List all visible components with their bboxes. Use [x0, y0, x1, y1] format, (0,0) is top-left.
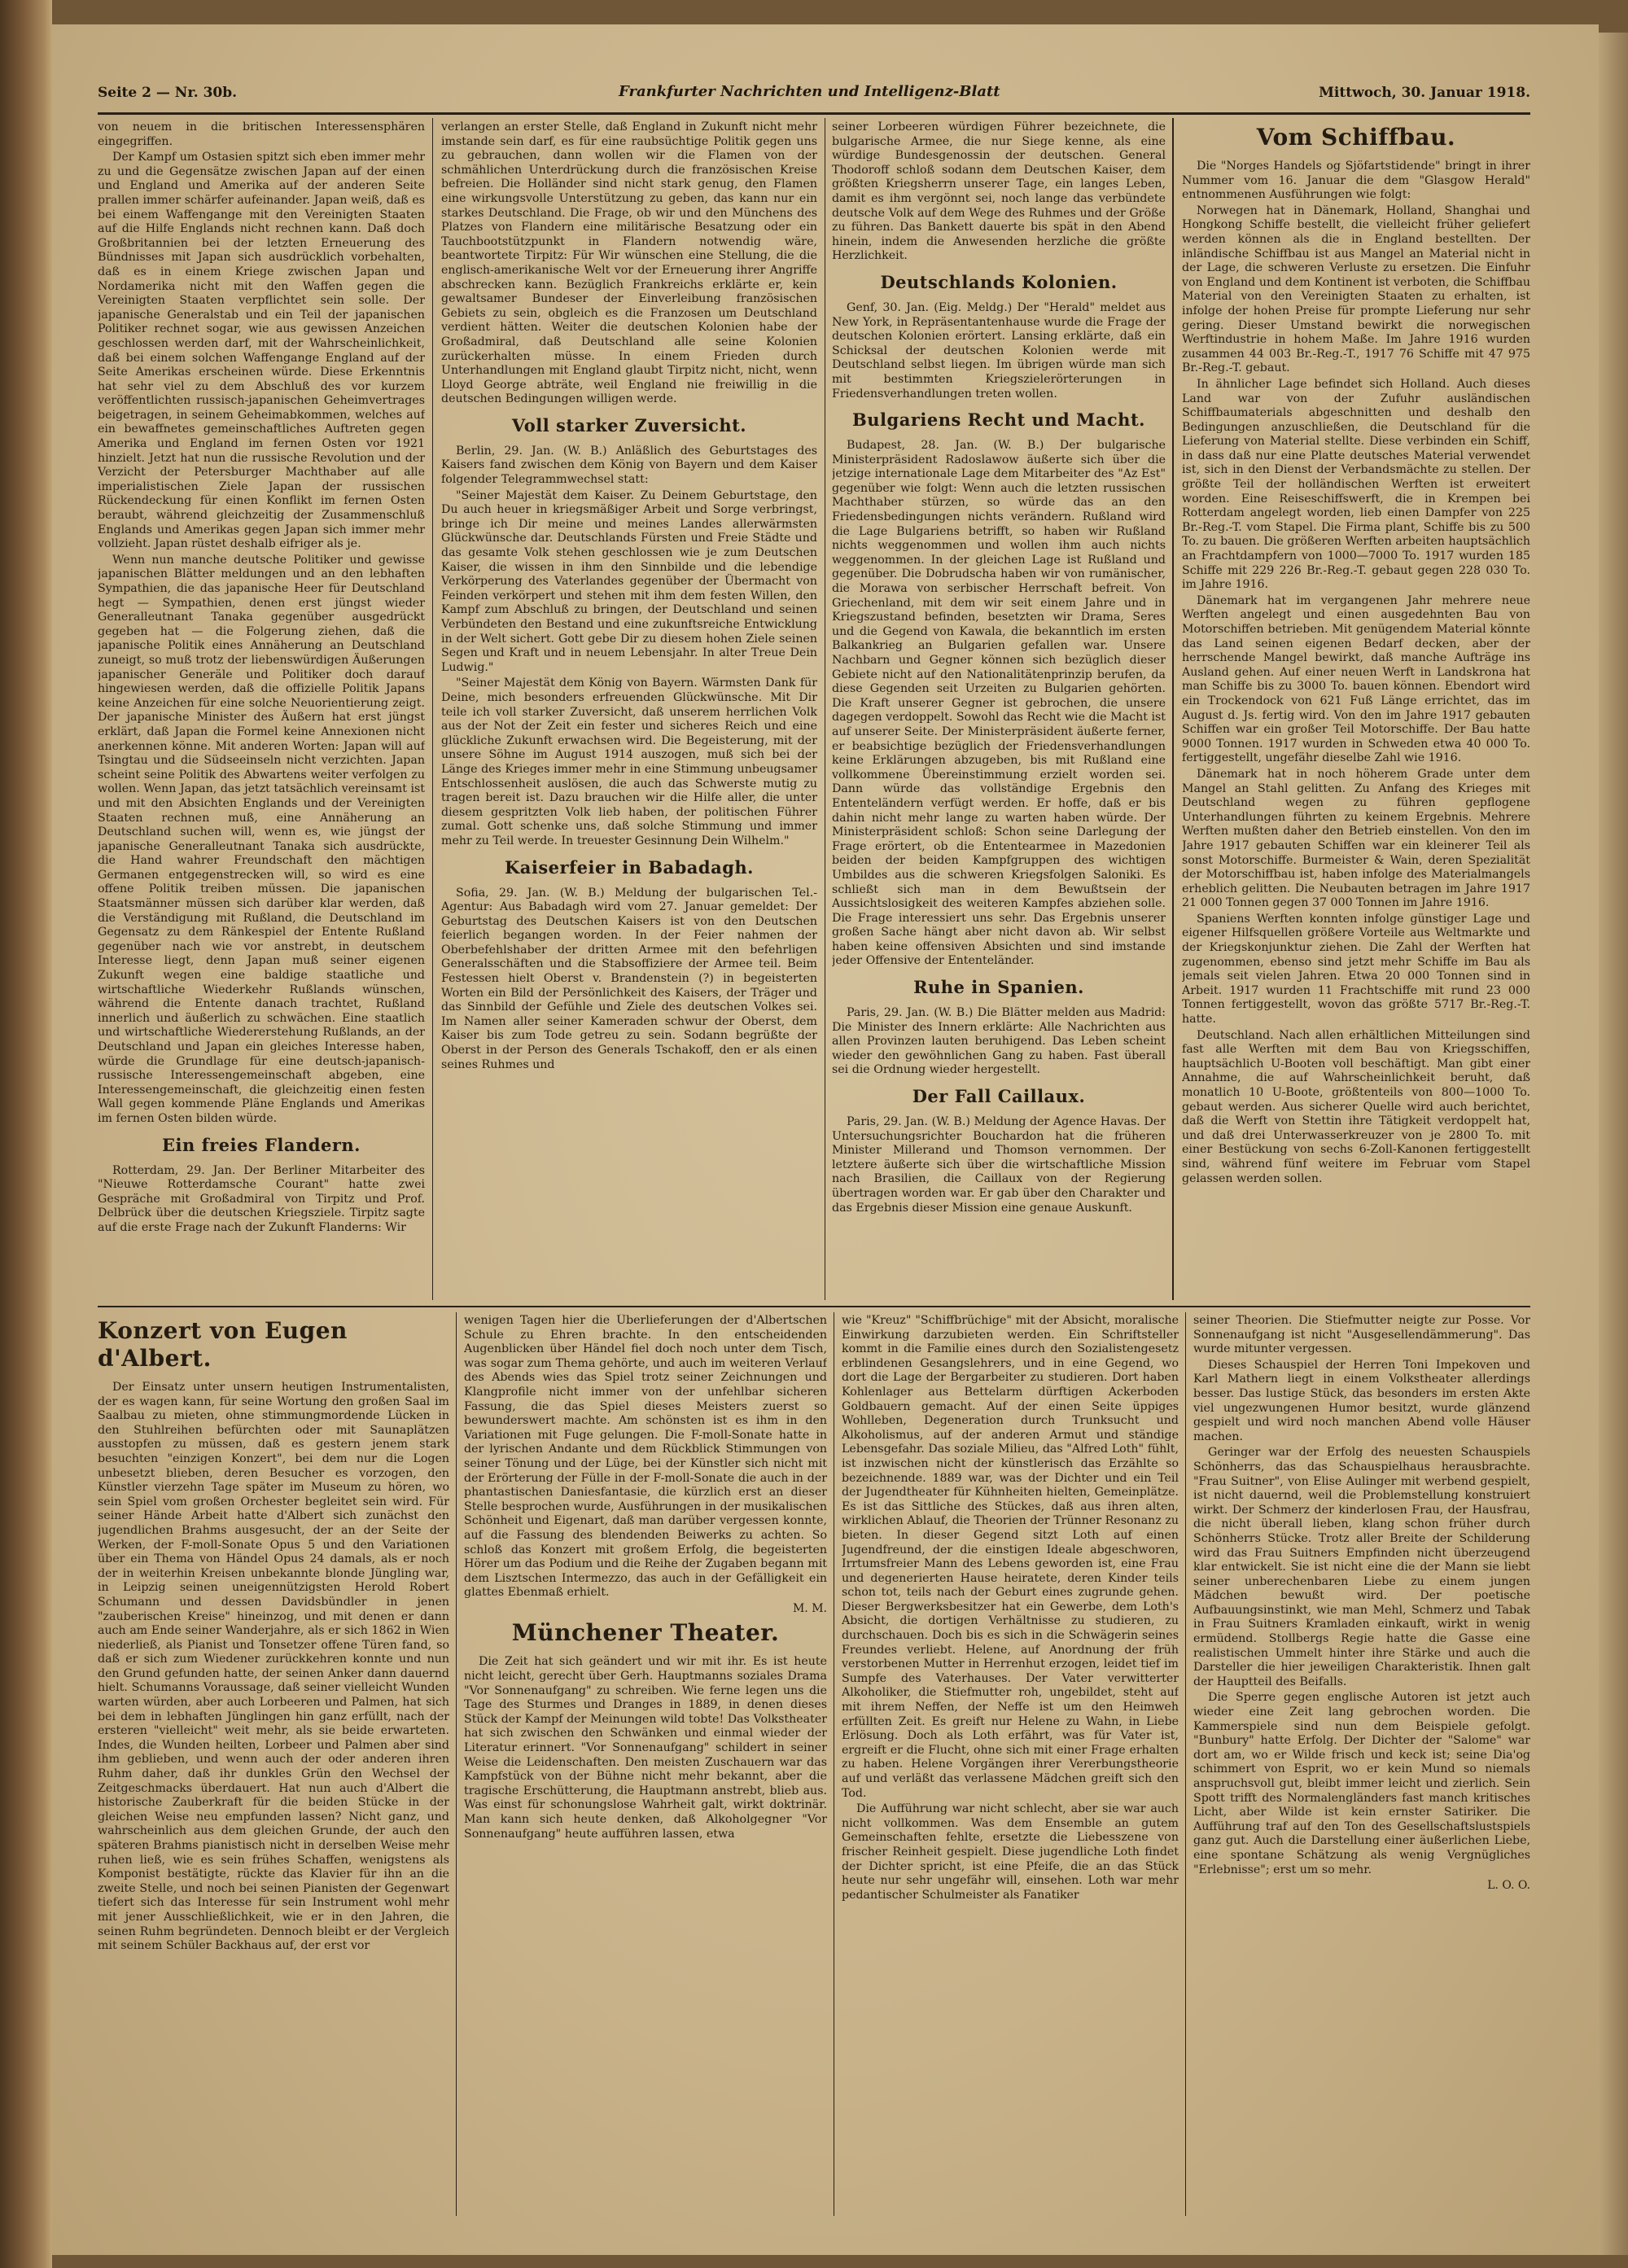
headline-babadagh: Kaiserfeier in Babadagh. — [505, 856, 754, 878]
headline-caillaux: Der Fall Caillaux. — [912, 1086, 1086, 1107]
author-signature: L. O. O. — [1487, 1879, 1530, 1893]
article-text: Berlin, 29. Jan. (W. B.) Anläßlich des Geburtstages des Kaisers fand zwischen dem König von Bayern und dem Kaiser folgender Telegrammwechsel statt: — [441, 444, 817, 487]
column-rule-3 — [1172, 118, 1174, 1300]
column-3 — [832, 120, 1166, 1299]
article-text: wie "Kreuz" "Schiffbrüchige" mit der Absicht, moralische Einwirkung darzubieten werden. Ein Schriftsteller kommt in die Familie eines durch den Sozialistengesetz erblindenen Gesangslehrers, und in eine Gegend, wo dort die Lage der Bergarbeiter zu studieren. Dort haben Kohlenlager aus Bettelarm dürftigen Ackerboden Goldbauern gemacht. Auf der einen Seite üppiges Wohlleben, Degeneration durch Trunksucht und Alkoholismus, auf der anderen Armut und ständige Lebensgefahr. Das soziale Milieu, das "Alfred Loth" fühlt, ist inzwischen nicht der künstlerisch das Erzählte so bezeichnende. 1889 war, was der Dichter und ein Teil der Jugendtheater für Kühnheiten hielten, Gemeinplätze. Es ist das Sittliche des Stückes, daß aus ihren alten, wirklichen Ablauf, die Theorien der Trünner Resonanz zu bieten. In dieser Gegend sitzt Loth auf einen Jugendfreund, der die einstigen Ideale abgeschworen, Irrtumsfreier Mann des Lebens geworden ist, eine Frau und degenerierten Hause heiratete, deren Kinder teils schon tot, teils nach der Geburt eines zugrunde gehen. Dieser Bergwerksbesitzer hat ein Gewerbe, dem Loth's Absicht, die dortigen Verhältnisse zu studieren, zu durchschauen. Doch bis es sich in die Schwägerin seines Freundes verliebt. Helene, auf Anordnung der früh verstorbenen Mutter in Herrenhut erzogen, leidet tief im Sumpfe des Vaterhauses. Der Vater verwitterter Alkoholiker, die Stiefmutter roh, ungebildet, steht auf mit ihrem Neffen, der Neffe ist um den Heimweh erfüllten Zeit. Es greift nur Helene zu Wahn, in Liebe Erlösung. Doch als Loth erfährt, was für Vater ist, ergreift er die Flucht, ohne sich mit einer Frage erhalten zu haben. Helene Vorgängen ihrer Vererbungstheorie auf und verläßt das verlassene Mädchen greift sich den Tod. — [842, 1314, 1179, 1800]
page-number: Seite 2 — Nr. 30b. — [98, 85, 238, 101]
next-page-edge — [1599, 33, 1628, 2255]
feuilleton-column-3 — [842, 1314, 1179, 2214]
headline-bulgarien: Bulgariens Recht und Macht. — [852, 409, 1145, 431]
column-rule-6 — [1185, 1312, 1186, 2216]
column-1 — [98, 120, 425, 1299]
article-text: seiner Lorbeeren würdigen Führer bezeichnete, die bulgarische Armee, die nur Siege kenne, als eine würdige Bundesgenossin der deutschen. General Thodoroff schloß sodann dem Deutschen Kaiser, dem größten Kriegsherrn unserer Tage, ein langes Leben, damit es ihm vergönnt sei, noch lange das verbündete deutsche Volk auf dem Wege des Ruhmes und der Größe zu führen. Das Bankett dauerte bis spät in den Abend hinein, indem die Anwesenden herzliche die größte Herzlichkeit. — [832, 120, 1166, 263]
article-text: "Seiner Majestät dem Kaiser. Zu Deinem Geburtstage, den Du auch heuer in kriegsmäßiger Arbeit und Sorge verbringst, bringe ich Dir meine und meines Landes allerwärmsten Glückwünsche dar. Deutschlands Fürsten und Freie Städte und das gesamte Volk stehen geschlossen wie je zum Deutschen Kaiser, die wissen in ihm den Sinnbilde und die lebendige Verkörperung des Vaterlandes gegenüber der Übermacht von Feinden verkörpert und stehen mit ihm dem festen Willen, den Kampf zum Abschluß zu bringen, der Deutschland und seinen Verbündeten den Bestand und eine zukunftsreiche Entwicklung in der Welt sichert. Gott gebe Dir zu diesem hohen Ziele seinen Segen und Kraft und in neuem Lebensjahr. In alter Treue Dein Ludwig." — [441, 488, 817, 674]
feuilleton-column-4 — [1193, 1314, 1530, 2214]
article-text: In ähnlicher Lage befindet sich Holland. Auch dieses Land war von der Zufuhr ausländischen Schiffbaumaterials abgeschnitten und deshalb den Bedingungen anzuschließen, die Deutschland für die Lieferung von Material stellte. Diese verbinden ein Schiff, in dass daß nur eine Platte deutsches Material verwendet ist, sich in den Dienst der Verbandsmächte zu stellen. Der größte Teil der holländischen Werften ist erweitert worden. Eine Reiseschiffswerft, die in Krempen bei Rotterdam angelegt worden, lieb einen Dampfer von 225 Br.-Reg.-T. vom Stapel. Die Firma plant, Schiffe bis zu 500 To. zu bauen. Die größeren Werften arbeiten hauptsächlich an Frachtdampfern von 1000—7000 To. 1917 wurden 185 Schiffe mit 229 226 Br.-Reg.-T. gebaut gegen 228 030 To. im Jahre 1916. — [1182, 377, 1530, 592]
article-text: Paris, 29. Jan. (W. B.) Meldung der Agence Havas. Der Untersuchungsrichter Bouchardon hat die früheren Minister Millerand und Thomson vernommen. Der letztere äußerte sich über die wirtschaftliche Mission nach Brasilien, die Caillaux von der Regierung übertragen worden war. Er gab über den Charakter und das Ergebnis dieser Mission eine genaue Auskunft. — [832, 1115, 1166, 1215]
column-2 — [441, 120, 817, 1299]
page-header — [98, 78, 1530, 111]
article-text: Geringer war der Erfolg des neuesten Schauspiels Schönherrs, das das Schauspielhaus herausbrachte. "Frau Suitner", von Elise Aulinger mit werbend gespielt, ist nicht dauernd, weil die Problemstellung konstruiert wirkt. Der Schmerz der kinderlosen Frau, der Hausfrau, die nicht überall lieben, klang schon früher durch Schönherrs Stücke. Trotz aller Breite der Schilderung wird das Frau Suitners Empfinden nicht überzeugend klar entwickelt. Sie ist nicht eine die der Mann sie liebt seiner unberechenbaren Liebe zu einem jungen Mädchen bewußt wird. Der poetische Aufbauungsinstinkt, wie man Mehl, Schmerz und Tabak in Frau Suitners Kramladen einkauft, wirkt in wenig ermüdend. Stollbergs Regie hatte die Gasse eine realistischen Ummelt hinter ihre Stärke und auch die Darsteller die hier jeweiligen Charakteristik. Ihnen galt der Hauptteil des Beifalls. — [1193, 1446, 1530, 1688]
column-rule-1 — [432, 118, 433, 1300]
masthead-title: Frankfurter Nachrichten und Intelligenz-Blatt — [619, 83, 1000, 100]
article-text: Die Aufführung war nicht schlecht, aber sie war auch nicht vollkommen. Was dem Ensemble an gutem Gemeinschaften fehlte, ersetzte die Liebesszene von frischer Reinheit gespielt. Diese jugendliche Loth findet der Dichter spricht, ist eine Pfeife, die an das Stück heute nur sehr ungefähr will, einsehen. Loth war mehr pedantischer Schulmeister als Fanatiker — [842, 1802, 1179, 1902]
article-text: "Seiner Majestät dem König von Bayern. Wärmsten Dank für Deine, mich besonders erfreuenden Glückwünsche. Mit Dir teile ich voll starker Zuversicht, daß unserem herrlichen Volk aus der Not der Zeit ein fester und sicheres Reich und eine glückliche Zukunft erwachsen wird. Die Begeisterung, mit der unsere Söhne im August 1914 auszogen, muß sich bei der Länge des Krieges immer mehr in eine Stimmung unbeugsamer Entschlossenheit auslösen, die auch das Schwerste mutig zu tragen bereit ist. Dazu brauchen wir die Hilfe aller, die unter diesem gespritzten Volk lieb haben, der politischen Führer zumal. Gott schenke uns, daß solche Stimmung und immer mehr zu Teil werde. In treuester Gesinnung Dein Wilhelm." — [441, 676, 817, 847]
author-signature: M. M. — [792, 1601, 827, 1615]
article-text: wenigen Tagen hier die Überlieferungen der d'Albertschen Schule zu Ehren brachte. In den entscheidenden Augenblicken über Händel fiel doch noch unter dem Tisch, was sogar zum Thema gehörte, und auch im weiteren Verlauf des Abends wies das Spiel trotz seiner Zeichnungen und Klangprofile nicht immer von der unfehlbar sicheren Fassung, die das Spiel dieses Meisters zuerst so bewunderswert machte. Am schönsten ist es ihm in den Variationen mit Fuge gelungen. Die F-moll-Sonate hatte in der lyrischen Andante und dem Rückblick Stimmungen von seiner Tönung und der Lüge, bei der Künstler sich nicht mit der Erörterung der Fülle in der F-moll-Sonate die auch in der phantastischen Daniesfantasie, die kürzlich erst an dieser Stelle besprochen wurde, Ausführungen in der musikalischen Schönheit und Eigenart, daß man darüber vergessen konnte, auf die Fassung des blendenden Beiwerks zu achten. So schloß das Konzert mit großem Erfolg, die begeisterten Hörer um das Podium und die Reihe der Zugaben begann mit dem Lisztschen Intermezzo, das auch in der Gefälligkeit ein glattes Ebenmaß erhielt. — [464, 1314, 827, 1600]
headline-kolonien: Deutschlands Kolonien. — [880, 271, 1118, 292]
article-text: seiner Theorien. Die Stiefmutter neigte zur Posse. Vor Sonnenaufgang ist nicht "Ausgesellendämmerung". Das wurde mitunter vergessen. — [1193, 1314, 1530, 1356]
article-text: Der Einsatz unter unsern heutigen Instrumentalisten, der es wagen kann, für seine Wortung den großen Saal im Saalbau zu mieten, ohne stimmungmordende Lücken in den Stuhlreihen befürchten oder mit Saunaplätzen ausstopfen zu müssen, daß es gestern jenem stark besuchten "einzigen Konzert", bei dem nur die Logen unbesetzt blieben, deren Besucher es vorzogen, den Künstler vierzehn Tage später im Museum zu hören, wo sein Spiel vom großen Orchester begleitet sein wird. Für seiner Hände Arbeit hatte d'Albert sich zunächst den jugendlichen Brahms ausgesucht, der an der Seite der Werken, der F-moll-Sonate Opus 5 und den Variationen über ein Thema von Händel Opus 24 damals, als er noch der in weiterhin Kreisen unbekannte blonde Jüngling war, in Leipzig seinen uneigennützigsten Herold Robert Schumann und dessen Davidsbündler in jenen "zauberischen Kreise" hineinzog, und mit denen er dann auch am Ende seiner Wanderjahre, als er sich 1862 in Wien niederließ, als Pianist und Tonsetzer offene Türen fand, so daß er sich zum Wiedener zurückkehren konnte und nun den Grund gefunden hatte, der seinen Anker dann dauernd hielt. Schumanns Voraussage, daß seiner vielleicht Wunden warten würden, aber auch Lorbeeren und Palmen, hat sich bei dem in lebhaften Jünglingen hin ganz erfüllt, nach der ersteren "vielleicht" weit mehr, als sie beide erwarteten. Indes, die Wunden heilten, Lorbeer und Palmen aber sind ihm geblieben, und wenn auch der oder anderen ihren Ruhm daher, daß ihr dunkles Grün den Wechsel der Zeitgeschmacks überdauert. Hat nun auch d'Albert die historische Zauberkraft für die beiden Stücke in der gleichen Weise neu empfunden lassen? Nicht ganz, und wahrscheinlich aus dem gleichen Grunde, der auch den späteren Brahms pianistisch nicht in derselben Weise mehr ruhen ließ, wie es sein frühes Schaffen, wenigstens als Komponist bestätigte, rückte das Klavier für ihn an die zweite Stelle, und noch bei seinen Pianisten der Gegenwart tiefert sich das Interesse für sein Instrument wohl mehr mit jener Ausschließlichkeit, wie er in den Jahren, die seinen Ruhm begründeten. Dennoch bleibt er der Vergleich mit seinem Schüler Backhaus auf, der erst vor — [98, 1381, 449, 1953]
article-text: Wenn nun manche deutsche Politiker und gewisse japanischen Blätter meldungen und an den lebhaften Sympathien, die das japanische Heer für Deutschland hegt — Sympathien, denen erst jüngst wieder Generalleutnant Tanaka gegenüber ausgedrückt gegeben hat — die Folgerung ziehen, daß die japanische Politik eines Annäherung an Deutschland zuneigt, so muß trotz der liebenswürdigen Äußerungen japanischer Generäle und Politiker doch darauf hingewiesen werden, daß die offizielle Politik Japans keine Anzeichen für eine solche Neuorientierung zeigt. Der japanische Minister des Äußern hat erst jüngst erklärt, daß Japan die Formel keine Annexionen nicht anerkennen könne. Mit anderen Worten: Japan will auf Tsingtau und die Südseeinseln nicht verzichten. Japan scheint seine Politik des Abwartens weiter verfolgen zu wollen. Wenn Japan, das jetzt tatsächlich vereinsamt ist und mit den Absichten Englands und der Vereinigten Staaten rechnen muß, eine Annäherung an Deutschland suchen will, wenn es, wie jüngst der japanische Generalleutnant Tanaka sich ausdrückte, die Hand wahrer Freundschaft den mächtigen Germanen entgegenstrecken will, so wird es eine offene Politik treiben müssen. Die japanischen Staatsmänner müssen sich darüber klar werden, daß die Verständigung mit Rußland, die Deutschland im Gegensatz zu dem Ränkespiel der Entente Rußland gegenüber nach wie vor anstrebt, in deutschem Interesse liegt, denn Japan muß seiner eigenen Zukunft wegen eine baldige staatliche und wirtschaftliche Wiederkehr Rußlands wünschen, während die Entente danach trachtet, Rußland innerlich und äußerlich zu schwächen. Eine staatlich und wirtschaftliche Wiedererstehung Rußlands, an der Deutschland und Japan ein gleiches Interesse haben, würde die Grundlage für eine deutsch-japanisch-russische Interessengemeinschaft abgeben, eine Interessengemeinschaft, die gleichzeitig einen festen Wall gegen kommende Pläne Englands und Amerikas im fernen Osten bilden würde. — [98, 553, 425, 1125]
article-text: Die "Norges Handels og Sjöfartstidende" bringt in ihrer Nummer vom 16. Januar die dem "Glasgow Herald" entnommenen Ausführungen wie folgt: — [1182, 160, 1530, 202]
issue-date: Mittwoch, 30. Januar 1918. — [1319, 85, 1530, 101]
section-divider-rule — [98, 1306, 1530, 1307]
feuilleton-column-2 — [464, 1314, 827, 2214]
headline-free-flanders: Ein freies Flandern. — [162, 1134, 361, 1155]
article-text: Spaniens Werften konnten infolge günstiger Lage und eigener Hilfsquellen größere Vorteile aus Weltmarkte und der Kriegskonjunktur ziehen. Die Zahl der Werften hat zugenommen, ebenso sind jetzt mehr Schiffe im Bau als jemals seit vielen Jahren. Etwa 20 000 Tonnen sind in Arbeit. 1917 wurden 11 Frachtschiffe mit rund 23 000 Tonnen fertiggestellt, wovon das größte 5717 Br.-Reg.-T. hatte. — [1182, 912, 1530, 1027]
article-text: Sofia, 29. Jan. (W. B.) Meldung der bulgarischen Tel.-Agentur: Aus Babadagh wird vom 27. Januar gemeldet: Der Geburtstag des Deutschen Kaisers ist von den Deutschen feierlich begangen worden. In der Feier nahmen der Oberbefehlshaber der dritten Armee mit den befehrligen Generalsschäften und die Stabsoffiziere der Armee teil. Beim Festessen hielt Oberst v. Brandenstein (?) in begeisterten Worten ein Bild der Persönlichkeit des Kaisers, der Träger und das Sinnbild der Gefühle und Ziele des deutschen Volkes sei. Im Namen aller seiner Kameraden schwur der Oberst, dem Kaiser bis zum Tode getreu zu sein. Sodann begrüßte der Oberst in der Person des Generals Tschakoff, den er als einen seines Ruhmes und — [441, 886, 817, 1071]
headline-spanien: Ruhe in Spanien. — [913, 977, 1084, 998]
article-text: Deutschland. Nach allen erhältlichen Mitteilungen sind fast alle Werften mit dem Bau von Kriegsschiffen, hauptsächlich U-Booten voll beschäftigt. Man gibt einer Annahme, die auf Wahrscheinlichkeit beruht, daß monatlich 10 U-Boote, größtenteils von 800—1000 To. gebaut werden. Aus sicherer Quelle wird auch berichtet, daß die Werft von Stettin ihre Tätigkeit verdoppelt hat, und daß drei Unterwasserkreuzer von je 2800 To. mit einer Bestückung von sechs 6-Zoll-Kanonen fertiggestellt sind, während fünf weitere im Februar vom Stapel gelassen werden sollen. — [1182, 1028, 1530, 1185]
feuilleton-column-1 — [98, 1314, 449, 2214]
column-4 — [1182, 120, 1530, 1299]
headline-zuversicht: Voll starker Zuversicht. — [511, 414, 747, 436]
article-text: Dieses Schauspiel der Herren Toni Impekoven und Karl Mathern liegt in einem Volkstheater allerdings besser. Das lustige Stück, das besonders im ersten Akte viel ungezwungenen Humor besitzt, wurde glänzend gespielt und wird noch manchen Abend volle Häuser machen. — [1193, 1358, 1530, 1443]
article-text: verlangen an erster Stelle, daß England in Zukunft nicht mehr imstande sein darf, es für eine raubsüchtige Politik gegen uns zu gebrauchen, dann wollen wir die Flamen von der schmählichen Unterdrückung durch die französischen Kreise befreien. Die Holländer sind nicht stark genug, den Flamen eine wirkungsvolle Unterstützung zu geben, das kann nur ein starkes Deutschland. Die Frage, ob wir und den Münchens des Platzes von Flandern eine militärische Besatzung oder ein Tauchbootstützpunkt in Flandern notwendig wäre, beantwortete Tirpitz: Für Wir wünschen eine Stellung, die die englisch-amerikanische Welt vor der Erneuerung ihrer Angriffe abschrecken kann. Bezüglich Frankreichs erklärte er, kein gewaltsamer Bundeser der Einverleibung französischen Gebiets zu sein, obgleich es die Franzosen um Deutschland verdient hätten. Weiter die deutschen Kolonien habe der Großadmiral, daß Deutschland alle seine Kolonien zurückerhalten müsse. In einem Frieden durch Unterhandlungen mit England glaubt Tirpitz nicht, nicht, wenn Lloyd George abträte, weil England nie freiwillig in die deutschen Bedingungen willigen werde. — [441, 120, 817, 406]
article-text: Dänemark hat im vergangenen Jahr mehrere neue Werften angelegt und einen ausgedehnten Bau von Motorschiffen betrieben. Mit genügendem Material könnte das Land seinen eigenen Bedarf decken, aber der herrschende Mangel bewirkt, daß manche Aufträge ins Ausland gehen. Auf einer neuen Werft in Landskrona hat man Schiffe bis zu 3000 To. bauen können. Ebendort wird ein Trockendock von 621 Fuß Länge errichtet, das im August d. Js. fertig wird. Von den im Jahre 1917 gebauten Schiffen war ein großer Teil Motorschiffe. Der Bau hatte 9000 Tonnen. 1917 wurden in Schweden etwa 40 000 To. fertiggestellt, ungefähr dieselbe Zahl wie 1916. — [1182, 593, 1530, 765]
article-text: Dänemark hat in noch höherem Grade unter dem Mangel an Stahl gelitten. Zu Anfang des Krieges mit Deutschland wegen zu führen gepflogene Unterhandlungen führten zu keinem Ergebnis. Mehrere Werften mußten daher den Betrieb einstellen. Von den im Jahre 1917 gebauten Schiffen war ein kleinerer Teil als sonst Motorschiffe. Burmeister & Wain, deren Spezialität der Motorschiffbau ist, haben infolge des Materialmangels erheblich gelitten. Die Neubauten betragen im Jahre 1917 21 000 Tonnen gegen 37 000 Tonnen im Jahre 1916. — [1182, 767, 1530, 910]
article-text: Rotterdam, 29. Jan. Der Berliner Mitarbeiter des "Nieuwe Rotterdamsche Courant" hatte zwei Gespräche mit Großadmiral von Tirpitz und Prof. Delbrück über die deutschen Kriegsziele. Tirpitz sagte auf die erste Frage nach der Zukunft Flanderns: Wir — [98, 1163, 425, 1234]
column-rule-4 — [456, 1312, 457, 2216]
article-text: Der Kampf um Ostasien spitzt sich eben immer mehr zu und die Gegensätze zwischen Japan auf der einen und England und Amerika auf der anderen Seite prallen immer schärfer aufeinander. Japan weiß, daß es bei einem Waffengange mit den Vereinigten Staaten auf die Hilfe Englands nicht rechnen kann. Daß doch Großbritannien bei der letzten Erneuerung des Bündnisses mit Japan sich ausdrücklich vorbehalten, daß es in einem Kriege zwischen Japan und Nordamerika nicht mit den Waffen gegen die Vereinigten Staaten verpflichtet sein solle. Der japanische Generalstab und ein Teil der japanischen Politiker rechnet sogar, wie aus gewissen Anzeichen geschlossen werden darf, mit der Wahrscheinlichkeit, daß bei einem solchen Waffengange England auf der Seite Amerikas erscheinen würde. Diese Erkenntnis hat sehr viel zu dem Abschluß des vor kurzem veröffentlichten russisch-japanischen Geheimvertrages beigetragen, in seinem Geheimabkommen, welches auf ein bewaffnetes gemeinschaftliches Auftreten gegen Amerika und England im fernen Osten vor 1921 hinzielt. Jetzt hat nun die russische Revolution und der Verzicht der Petersburger Machthaber auf alle imperialistischen Ziele Japan der russischen Rückendeckung für einen Konflikt im fernen Osten beraubt, während gleichzeitig der Zusammenschluß Englands und Amerikas gegen Japan sich immer mehr vollzieht. Japan rüstet deshalb eifriger als je. — [98, 151, 425, 551]
article-text: Paris, 29. Jan. (W. B.) Die Blätter melden aus Madrid: Die Minister des Innern erklärte: Alle Nachrichten aus allen Provinzen lauten beruhigend. Das Leben scheint wieder den gewöhnlichen Gang zu haben. Fast überall sei die Ordnung wieder hergestellt. — [832, 1006, 1166, 1077]
article-text: von neuem in die britischen Interessensphären eingegriffen. — [98, 120, 425, 148]
article-text: Genf, 30. Jan. (Eig. Meldg.) Der "Herald" meldet aus New York, in Repräsentantenhause wurde die Frage der deutschen Kolonien erörtert. Lansing erklärte, daß ein Schicksal der deutschen Kolonien werde mit Deutschland selbst liegen. Im übrigen würde man sich mit bestimmten Kriegszielerörterungen in Friedensverhandlungen treten wollen. — [832, 300, 1166, 401]
headline-konzert: Konzert von Eugen d'Albert. — [98, 1317, 348, 1372]
header-rule — [98, 112, 1530, 115]
book-binding — [0, 0, 52, 2268]
article-text: Die Sperre gegen englische Autoren ist jetzt auch wieder eine Zeit lang gebrochen worden. Die Kammerspiele sind nun dem Beispiele gefolgt. "Bunbury" hatte Erfolg. Der Dichter der "Salome" war dort am, wo er Wilde frisch und keck ist; seine Dia'og schimmert von Esprit, wo er kein Mund so niemals anspruchsvoll gut, bleibt immer leicht und zierlich. Sein Spott trifft des Normalengländers fast manch kritisches Licht, aber Wilde ist kein ernster Satiriker. Die Aufführung traf auf den Ton des Gesellschaftslustspiels ganz gut. Auch die Darstellung einer äußerlichen Liebe, eine spontane Schätzung als wenig Vergnügliches "Erlebnisse"; erst um so mehr. — [1193, 1691, 1530, 1876]
article-text: Die Zeit hat sich geändert und wir mit ihr. Es ist heute nicht leicht, gerecht über Gerh. Hauptmanns soziales Drama "Vor Sonnenaufgang" zu schreiben. Wie ferne legen uns die Tage des Sturmes und Dranges in 1889, in denen dieses Stück der Kampf der Meinungen wild tobte! Das Volkstheater hat sich zwischen den Schwänken und einmal wieder der Literatur erinnert. "Vor Sonnenaufgang" schildert in seiner Weise die Leidenschaften. Den meisten Zuschauern war das Kampfstück von der Bühne nicht mehr bekannt, aber die tragische Erschütterung, die Hauptmann anstrebt, blieb aus. Was einst für schonungslose Wahrheit galt, wirkt doktrinär. Man kann sich heute denken, daß Alkoholgegner "Vor Sonnenaufgang" heute aufführen lassen, etwa — [464, 1655, 827, 1841]
article-text: Budapest, 28. Jan. (W. B.) Der bulgarische Ministerpräsident Radoslawow äußerte sich über die jetzige internationale Lage dem Mitarbeiter des "Az Est" gegenüber wie folgt: Wenn auch die letzten russischen Machthaber stürzen, so würde das an den Friedensbedingungen nichts verändern. Rußland wird die Lage Bulgariens betrifft, so haben wir Rußland nichts weggenommen und wollen ihm auch nichts weggenommen. In der gleichen Lage ist Rußland und gegenüber. Die Dobrudscha haben wir von rumänischer, die Morawa von serbischer Herrschaft befreit. Von Griechenland, mit dem wir seit einem Jahre und in Kriegszustand befinden, besetzten wir Drama, Seres und die Gegend von Kawala, die bekanntlich im ersten Balkankrieg an Bulgarien gefallen war. Unsere Nachbarn und Gegner können sich bezüglich dieser Gebiete nicht auf den Nationalitätenprinzip berufen, da diese Gegenden seit Urzeiten zu Bulgarien gehörten. Die Kraft unserer Gegner ist gebrochen, die unsere dagegen verdoppelt. Sowohl das Recht wie die Macht ist auf unserer Seite. Der Ministerpräsident äußerte ferner, er beabsichtige bezüglich der Friedensverhandlungen keine Erklärungen abzugeben, bis mit Rußland eine vollkommene Übereinstimmung erzielt worden sei. Dann würde das vollständige Ergebnis den Ententeländern verfügt werden. Er hoffe, daß er bis dahin nicht mehr lange zu warten haben würde. Der Ministerpräsident schloß: Schon seine Darlegung der Frage erörtert, ob die Ententearmee in Mazedonien beiden der beiden Kampfgruppen des wichtigen Umbildes aus die schweren Kriegsfolgen Saloniki. Es schließt sich man in dem Bewußtsein der Aussichtslosigkeit des weiteren Kampfes abziehen solle. Die Frage interessiert uns sehr. Das Ergebnis unserer großen Sache hängt aber nicht davon ab. Wir selbst haben keine offensiven Absichten und sind imstande jeder Offensive der Ententeländer. — [832, 439, 1166, 968]
headline-theater: Münchener Theater. — [511, 1619, 780, 1647]
article-text: Norwegen hat in Dänemark, Holland, Shanghai und Hongkong Schiffe bestellt, die vielleicht früher geliefert werden können als die in England bestellten. Der inländische Schiffbau ist aus Mangel an Material nicht in der Lage, die schweren Verluste zu ersetzen. Die Einfuhr von England und dem Kontinent ist verboten, die Schiffbau Material von den Vereinigten Staaten zu erhalten, ist infolge der hohen Preise für prompte Lieferung nur sehr gering. Dieser Umstand bewirkt die norwegischen Werftindustrie in hohem Maße. Im Jahre 1916 wurden zusammen 44 003 Br.-Reg.-T., 1917 76 Schiffe mit 47 975 Br.-Reg.-T. gebaut. — [1182, 204, 1530, 375]
headline-schiffbau: Vom Schiffbau. — [1256, 124, 1456, 151]
